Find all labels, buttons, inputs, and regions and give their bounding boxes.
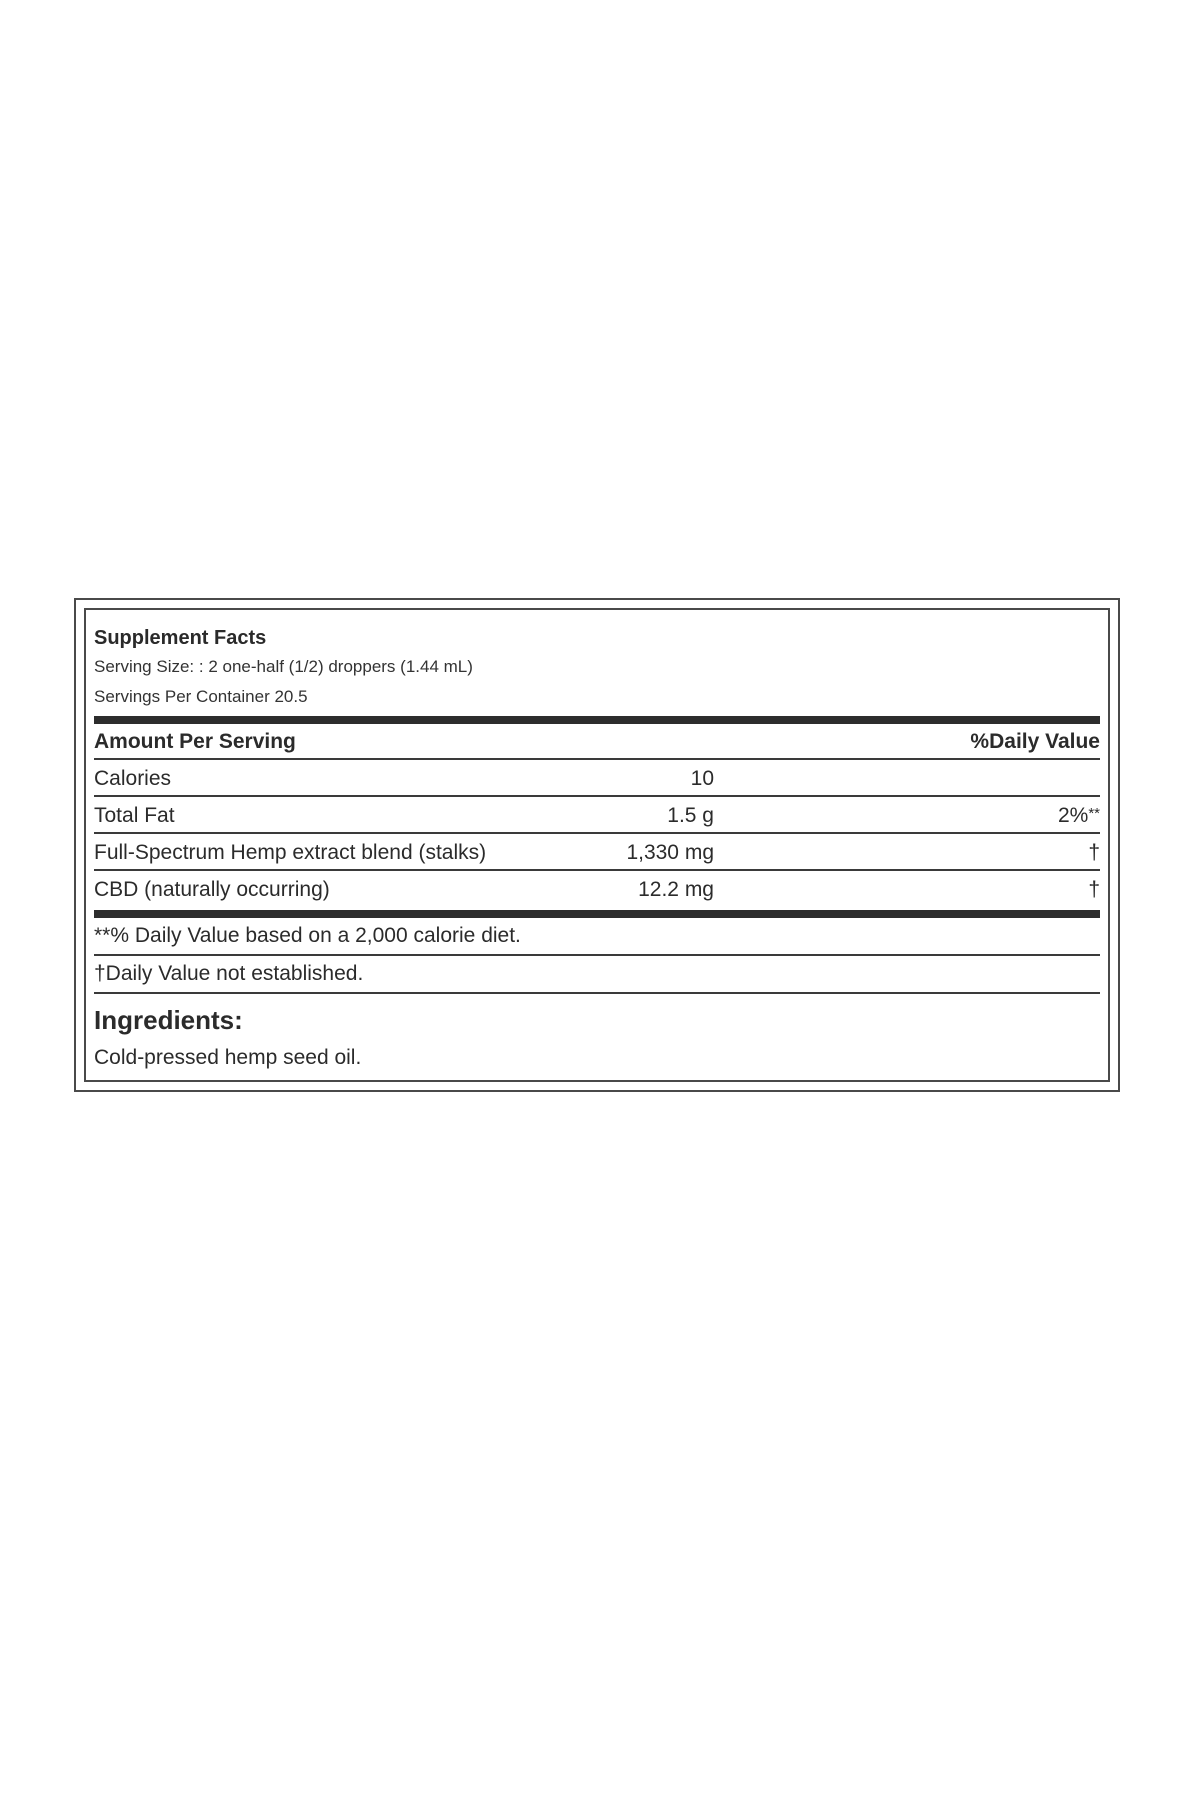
thick-divider-top [94,716,1100,724]
ingredients-heading: Ingredients: [94,1005,243,1035]
nutrient-amount: 1,330 mg [626,841,714,864]
serving-size: Serving Size: : 2 one-half (1/2) droppers (1.44 mL) [94,657,473,676]
servings-per-container: Servings Per Container 20.5 [94,687,308,706]
thick-divider-bottom [94,910,1100,918]
footnote-not-established: †Daily Value not established. [94,956,1100,994]
nutrient-daily-value: † [1088,878,1100,901]
nutrient-name: Calories [94,767,172,790]
daily-value-footnote-mark: ** [1088,805,1100,822]
daily-value-header: %Daily Value [714,724,1100,760]
facts-table [94,724,1100,908]
supplement-facts-panel [74,598,1120,1092]
nutrient-amount: 1.5 g [667,804,714,827]
nutrient-name: CBD (naturally occurring) [94,878,330,901]
amount-per-serving-header: Amount Per Serving [94,724,714,760]
footnote-daily-value: **% Daily Value based on a 2,000 calorie diet. [94,918,1100,956]
nutrient-name: Full-Spectrum Hemp extract blend (stalks) [94,841,487,864]
ingredients-text: Cold-pressed hemp seed oil. [94,1046,362,1069]
supplement-facts-inner-border [84,608,1110,1082]
nutrient-daily-value: † [1088,841,1100,864]
panel-title: Supplement Facts [94,627,267,649]
nutrient-amount: 10 [690,767,714,790]
nutrient-daily-value: 2% [1057,804,1089,827]
nutrient-name: Total Fat [94,804,175,827]
nutrient-amount: 12.2 mg [638,878,714,901]
